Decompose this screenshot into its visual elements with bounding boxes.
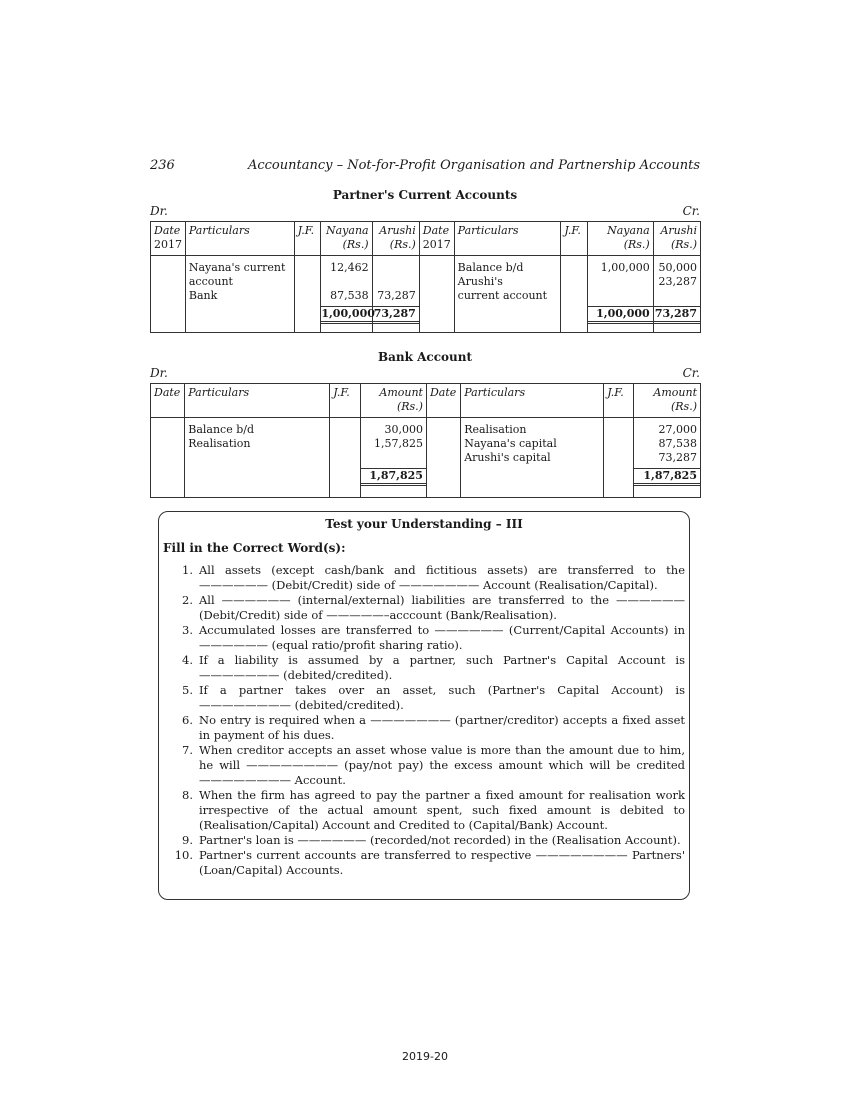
- credit-particulars: Balance b/d Arushi's current account: [454, 256, 561, 333]
- header-amount: Amount (Rs.): [634, 384, 701, 418]
- question-item: 5. If a partner takes over an asset, such (Partner's Capital Account) is ———————— (debited/credited).: [182, 683, 685, 712]
- bank-debit-particulars: Balance b/d Realisation: [185, 418, 330, 498]
- debit-particulars: Nayana's current account Bank: [185, 256, 294, 333]
- credit-arushi: 50,000 23,287 73,287: [653, 256, 700, 333]
- question-list: [174, 563, 685, 878]
- header-nayana: Nayana (Rs.): [321, 222, 372, 256]
- credit-nayana: 1,00,000 1,00,000: [588, 256, 654, 333]
- question-item: 2. All —————— (internal/external) liabilities are transferred to the —————— (Debit/Credit) side of —————–acccount (Bank/Realisation).: [182, 593, 685, 622]
- header-date: Date: [151, 384, 185, 418]
- question-item: 10. Partner's current accounts are transferred to respective ———————— Partners' (Loan/Capital) Accounts.: [174, 848, 685, 877]
- cr-label: Cr.: [682, 204, 700, 218]
- question-item: 1. All assets (except cash/bank and fictitious assets) are transferred to the —————— (Debit/Credit) side of ——————— Account (Realisation/Capital).: [182, 563, 685, 592]
- bank-credit-total: 1,87,825: [634, 468, 700, 486]
- debit-arushi: 73,287 73,287: [372, 256, 419, 333]
- page-number: 236: [150, 158, 175, 173]
- bank-credit-particulars: Realisation Nayana's capital Arushi's capital: [461, 418, 604, 498]
- credit-total-nayana: 1,00,000: [588, 306, 653, 324]
- header-amount: Amount (Rs.): [360, 384, 426, 418]
- question-item: 6. No entry is required when a ——————— (partner/creditor) accepts a fixed asset in payment of his dues.: [182, 713, 685, 742]
- question-item: 4. If a liability is assumed by a partner, such Partner's Capital Account is ——————— (debited/credited).: [182, 653, 685, 682]
- bank-account-title: Bank Account: [377, 350, 473, 364]
- debit-total-nayana: 1,00,000: [321, 306, 371, 324]
- bank-debit-total: 1,87,825: [361, 468, 426, 486]
- header-jf: J.F.: [604, 384, 634, 418]
- bank-debit-amount: 30,000 1,57,825 1,87,825: [360, 418, 426, 498]
- header-particulars: Particulars: [185, 384, 330, 418]
- debit-nayana: 12,462 87,538 1,00,000: [321, 256, 372, 333]
- running-title: Accountancy – Not-for-Profit Organisation and Partnership Accounts: [247, 158, 700, 173]
- bank-credit-amount: 27,000 87,538 73,287 1,87,825: [634, 418, 701, 498]
- header-jf: J.F.: [294, 222, 321, 256]
- header-date: Date 2017: [151, 222, 186, 256]
- debit-total-arushi: 73,287: [373, 306, 419, 324]
- header-arushi: Arushi (Rs.): [653, 222, 700, 256]
- question-item: 8. When the firm has agreed to pay the partner a fixed amount for realisation work irrespective of the actual amount spent, such fixed amount is debited to (Realisation/Capital) Account and Credited to (Capital/Bank) Account.: [182, 788, 685, 832]
- current-accounts-title: Partner's Current Accounts: [332, 188, 518, 202]
- test-understanding-box: [158, 511, 690, 900]
- header-nayana: Nayana (Rs.): [588, 222, 654, 256]
- header-particulars: Particulars: [454, 222, 561, 256]
- current-accounts-table: [150, 221, 701, 333]
- question-item: 9. Partner's loan is —————— (recorded/not recorded) in the (Realisation Account).: [182, 833, 681, 847]
- question-item: 3. Accumulated losses are transferred to —————— (Current/Capital Accounts) in —————— (equal ratio/profit sharing ratio).: [182, 623, 685, 652]
- header-particulars: Particulars: [461, 384, 604, 418]
- header-date: Date 2017: [419, 222, 454, 256]
- question-item: 7. When creditor accepts an asset whose value is more than the amount due to him, he will ———————— (pay/not pay) the excess amount which will be credited ———————— Account.: [182, 743, 685, 787]
- credit-total-arushi: 73,287: [654, 306, 700, 324]
- test-box-title: Test your Understanding – III: [325, 517, 523, 531]
- header-date: Date: [426, 384, 460, 418]
- cr-label: Cr.: [682, 366, 700, 380]
- header-jf: J.F.: [561, 222, 588, 256]
- dr-label: Dr.: [150, 204, 168, 218]
- header-arushi: Arushi (Rs.): [372, 222, 419, 256]
- footer-year: 2019-20: [402, 1050, 448, 1063]
- header-jf: J.F.: [330, 384, 360, 418]
- bank-account-table: [150, 383, 701, 498]
- dr-label: Dr.: [150, 366, 168, 380]
- header-particulars: Particulars: [185, 222, 294, 256]
- test-box-subtitle: Fill in the Correct Word(s):: [163, 541, 346, 555]
